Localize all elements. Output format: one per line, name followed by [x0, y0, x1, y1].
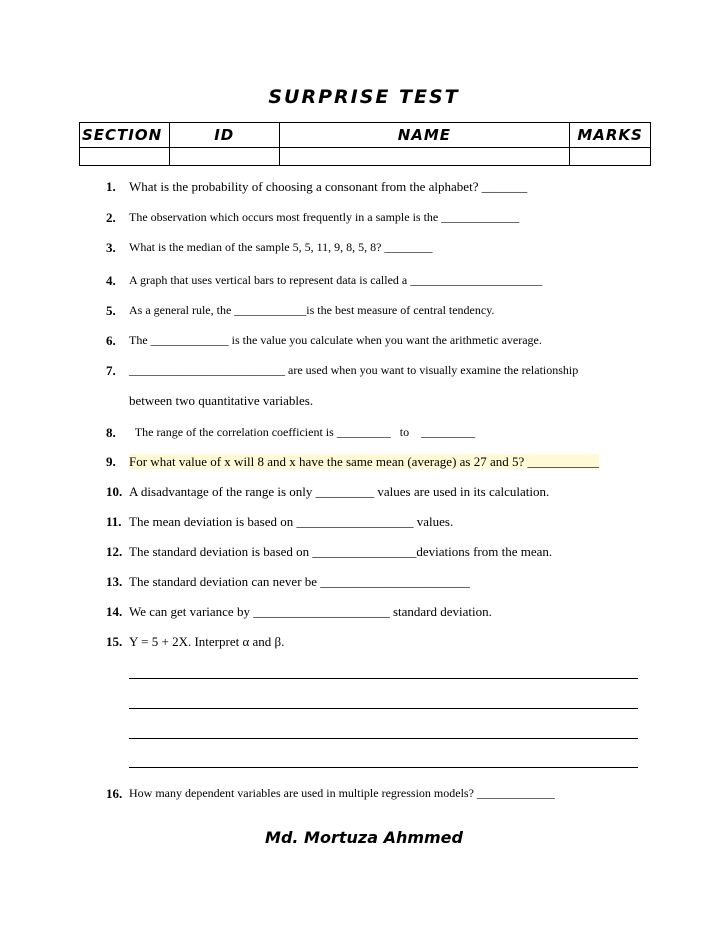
question-text: The standard deviation can never be _______________________: [129, 574, 470, 589]
name-cell[interactable]: [279, 148, 570, 166]
question-number: 5.: [106, 303, 116, 318]
question-text: The range of the correlation coefficient is _________ to _________: [129, 425, 476, 439]
answer-line[interactable]: [129, 738, 638, 739]
question-text: The standard deviation is based on ________________deviations from the mean.: [129, 544, 553, 559]
question-text: What is the median of the sample 5, 5, 11, 9, 8, 5, 8? ________: [129, 240, 433, 254]
question-text: How many dependent variables are used in multiple regression models? _____________: [129, 786, 555, 800]
question-number: 8.: [106, 425, 116, 440]
question-text: We can get variance by _____________________ standard deviation.: [129, 604, 492, 619]
question-text: The _____________ is the value you calculate when you want the arithmetic average.: [129, 333, 542, 347]
question-number: 12.: [106, 544, 123, 559]
answer-line[interactable]: [129, 678, 638, 679]
id-cell[interactable]: [169, 148, 279, 166]
section-cell[interactable]: [80, 148, 170, 166]
answer-line[interactable]: [129, 708, 638, 709]
id-header: ID: [169, 123, 279, 148]
question-text: A graph that uses vertical bars to represent data is called a ______________________: [129, 273, 543, 287]
question-number: 13.: [106, 574, 123, 589]
question-number: 9.: [106, 454, 116, 469]
question-text: A disadvantage of the range is only _________ values are used in its calculation.: [129, 484, 550, 499]
marks-cell[interactable]: [570, 148, 651, 166]
question-text: The observation which occurs most frequently in a sample is the _____________: [129, 210, 520, 224]
question-number: 16.: [106, 786, 123, 801]
answer-line[interactable]: [129, 767, 638, 768]
author-signature: Md. Mortuza Ahmmed: [265, 828, 463, 847]
question-number: 4.: [106, 273, 116, 288]
question-number: 10.: [106, 484, 123, 499]
question-text: For what value of x will 8 and x have the same mean (average) as 27 and 5? ___________: [129, 454, 600, 469]
question-number: 3.: [106, 240, 116, 255]
question-number: 2.: [106, 210, 116, 225]
question-number: 11.: [106, 514, 122, 529]
question-number: 6.: [106, 333, 116, 348]
question-number: 1.: [106, 179, 116, 194]
question-text: The mean deviation is based on __________________ values.: [129, 514, 454, 529]
marks-header: MARKS: [570, 123, 651, 148]
question-number: 7.: [106, 363, 116, 378]
question-text: Y = 5 + 2X. Interpret α and β.: [129, 634, 285, 649]
test-title: SURPRISE TEST: [268, 86, 460, 108]
question-number: 14.: [106, 604, 123, 619]
question-text: __________________________ are used when you want to visually examine the relationship: [129, 363, 579, 377]
name-header: NAME: [279, 123, 570, 148]
question-text: What is the probability of choosing a consonant from the alphabet? _______: [129, 179, 528, 194]
section-header: SECTION: [80, 123, 170, 148]
question-text: As a general rule, the ____________is the best measure of central tendency.: [129, 303, 495, 317]
question-number: 15.: [106, 634, 123, 649]
question-7-continuation: between two quantitative variables.: [129, 393, 314, 408]
student-info-table: [79, 122, 651, 166]
